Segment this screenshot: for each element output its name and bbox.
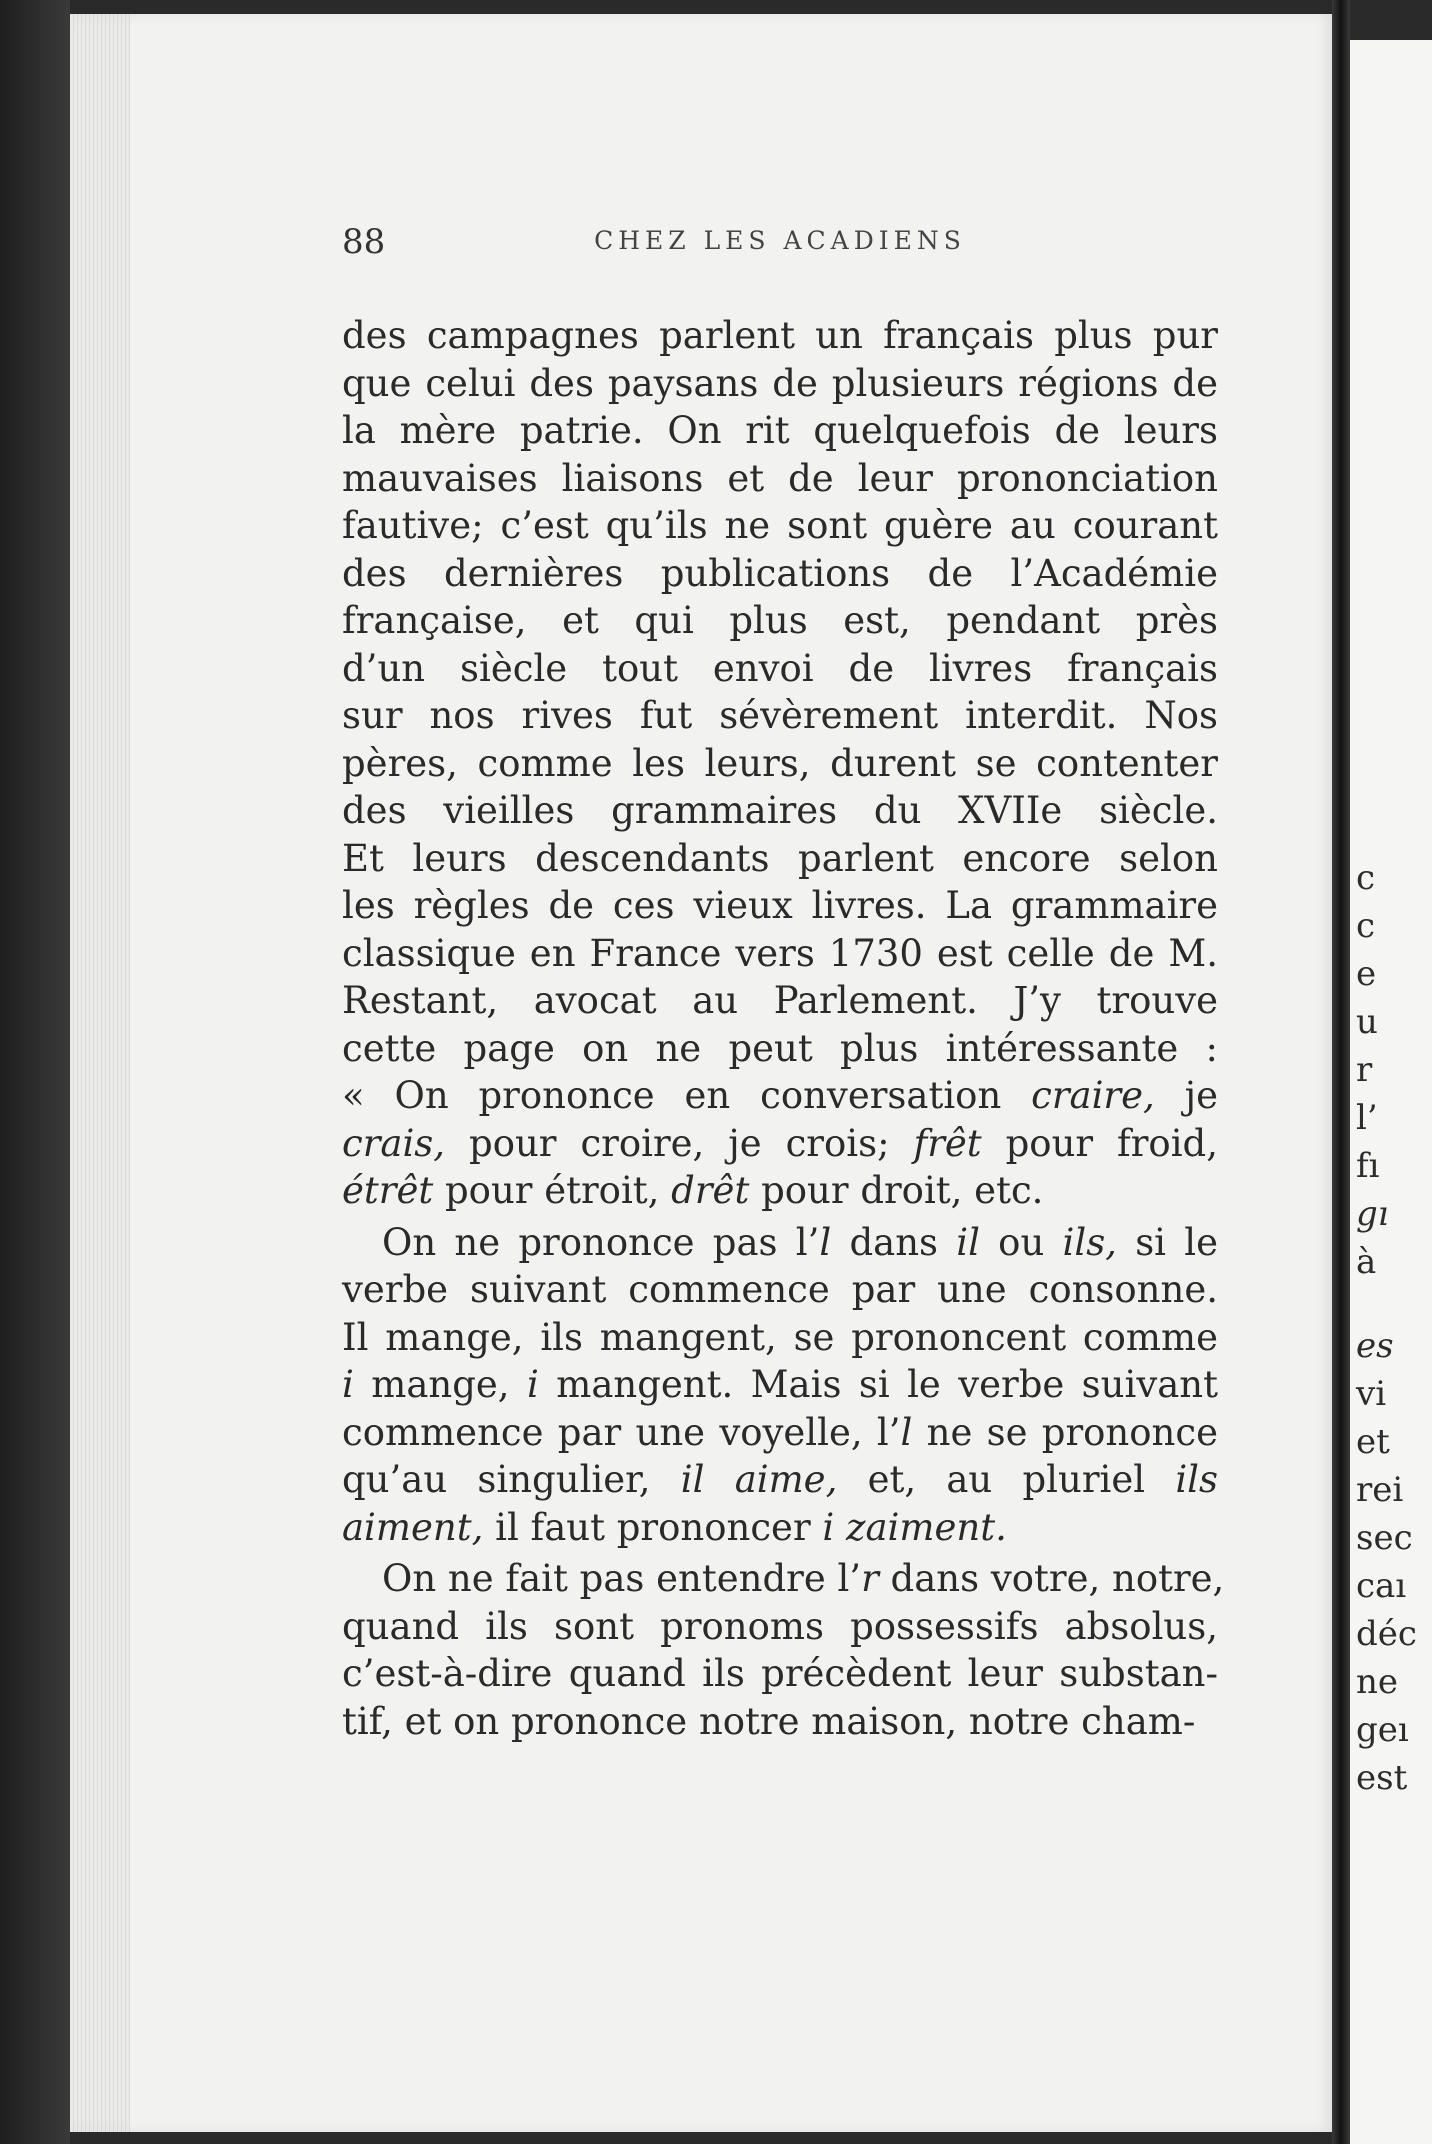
text-line [342, 1409, 1218, 1457]
text-line [342, 455, 1218, 503]
text-segment: pères, comme les leurs, durent se contenter [342, 741, 1218, 785]
right-page-fragment: u [1356, 1002, 1378, 1042]
text-line [342, 1314, 1218, 1362]
text-segment: je [1154, 1074, 1218, 1117]
text-segment: mauvaises liaisons et de leur prononciation [342, 456, 1218, 500]
right-page-fragment: l’ [1356, 1098, 1378, 1138]
text-line [342, 930, 1218, 978]
italic-text: ils [1175, 1458, 1218, 1501]
right-page-fragment: gı [1356, 1194, 1389, 1234]
italic-text: crais, [342, 1121, 446, 1165]
text-line [342, 882, 1218, 930]
page-number: 88 [342, 222, 386, 262]
running-head: CHEZ LES ACADIENS [594, 226, 966, 255]
book-gutter [1332, 0, 1350, 2144]
text-segment: qu’au singulier, [342, 1458, 681, 1501]
text-segment: pour froid, [981, 1121, 1218, 1165]
right-page-fragment: à [1356, 1242, 1377, 1282]
right-page-fragment: déc [1356, 1614, 1417, 1654]
text-segment: ne se prononce [912, 1410, 1218, 1454]
text-segment: verbe suivant commence par une consonne. [342, 1268, 1218, 1311]
text-line [342, 1650, 1218, 1698]
paragraph [342, 1219, 1218, 1552]
text-segment: sur nos rives fut sévèrement interdit. Nos [342, 694, 1218, 737]
text-segment: cette page on ne peut plus intéressante : [342, 1026, 1218, 1070]
text-segment: dans [831, 1220, 957, 1264]
right-page [1350, 40, 1432, 2144]
text-segment: quand ils sont pronoms possessifs absolus, [342, 1604, 1218, 1648]
text-line [342, 312, 1218, 360]
text-line [342, 835, 1218, 883]
right-page-fragment: ne [1356, 1662, 1399, 1702]
text-segment: Il mange, ils mangent, se prononcent comme [342, 1315, 1218, 1359]
text-segment: Et leurs descendants parlent encore selon [342, 836, 1218, 880]
text-segment: pour droit, etc. [749, 1169, 1044, 1212]
text-line [342, 1219, 1218, 1267]
right-page-fragment: fı [1356, 1146, 1380, 1186]
italic-text: l [819, 1220, 832, 1264]
text-segment: des vieilles grammaires du XVIIe siècle. [342, 789, 1218, 832]
text-line [342, 597, 1218, 645]
italic-text: craire, [1031, 1074, 1155, 1117]
body-text [342, 312, 1225, 1745]
page-header [342, 222, 1218, 262]
text-line [342, 1456, 1218, 1504]
italic-text: aiment, [342, 1505, 484, 1549]
text-segment: pour croire, je crois; [445, 1121, 914, 1165]
text-line [342, 360, 1218, 408]
text-segment: tif, et on prononce notre maison, notre cham- [342, 1699, 1196, 1743]
right-page-fragment: c [1356, 858, 1376, 898]
italic-text: r [861, 1557, 879, 1600]
italic-text: il [956, 1220, 980, 1264]
text-segment: si le [1116, 1220, 1218, 1264]
text-segment: mange, [353, 1363, 527, 1406]
text-segment: Restant, avocat au Parlement. J’y trouve [342, 979, 1218, 1022]
text-line [342, 407, 1218, 455]
text-segment: il faut prononcer [483, 1505, 823, 1549]
text-segment: mangent. Mais si le verbe suivant [538, 1363, 1218, 1406]
paragraph [342, 312, 1218, 1215]
italic-text: i zaiment. [822, 1505, 1007, 1549]
right-page-fragment: r [1356, 1050, 1373, 1090]
right-page-fragment: rei [1356, 1470, 1404, 1510]
text-segment: des dernières publications de l’Académie [342, 551, 1218, 595]
page-edges [70, 14, 130, 2132]
text-segment: d’un siècle tout envoi de livres français [342, 646, 1218, 690]
right-page-fragment: caı [1356, 1566, 1407, 1606]
right-page-fragment: geı [1356, 1710, 1409, 1750]
text-segment: la mère patrie. On rit quelquefois de leurs [342, 409, 1218, 452]
text-segment: française, et qui plus est, pendant près [342, 599, 1218, 642]
text-segment: dans votre, notre, [878, 1557, 1225, 1600]
text-line [342, 1698, 1218, 1746]
scan-left-margin [0, 0, 70, 2144]
italic-text: étrêt [342, 1169, 434, 1212]
text-segment: ou [979, 1220, 1063, 1264]
italic-text: frêt [913, 1121, 982, 1165]
text-line [342, 1555, 1225, 1603]
italic-text: i [342, 1363, 354, 1406]
italic-text: drêt [671, 1169, 750, 1212]
text-segment: On ne fait pas entendre l’ [382, 1557, 862, 1600]
text-segment: commence par une voyelle, l’ [342, 1410, 901, 1454]
text-line [342, 1361, 1218, 1409]
text-line [342, 502, 1218, 550]
text-segment: pour étroit, [433, 1169, 672, 1212]
text-line [342, 1025, 1218, 1073]
paragraph [342, 1555, 1225, 1745]
right-page-fragment: e [1356, 954, 1377, 994]
right-page-fragment: et [1356, 1422, 1390, 1462]
right-page-fragment: vi [1356, 1374, 1387, 1414]
text-segment: c’est-à-dire quand ils précèdent leur substan- [342, 1652, 1218, 1695]
text-line [342, 1266, 1218, 1314]
text-line [342, 740, 1218, 788]
text-segment: classique en France vers 1730 est celle de M. [342, 931, 1218, 975]
right-page-fragment: sec [1356, 1518, 1413, 1558]
text-line [342, 1603, 1218, 1651]
text-line [342, 645, 1218, 693]
italic-text: ils, [1062, 1220, 1117, 1264]
text-line [342, 1072, 1218, 1120]
text-segment: fautive; c’est qu’ils ne sont guère au courant [342, 504, 1218, 547]
text-segment: « On prononce en conversation [342, 1074, 1032, 1117]
text-line [342, 977, 1218, 1025]
text-line [342, 1167, 1218, 1215]
text-segment: On ne prononce pas l’ [382, 1220, 820, 1264]
text-segment: que celui des paysans de plusieurs régions de [342, 361, 1218, 405]
text-line [342, 1120, 1218, 1168]
right-page-fragment: c [1356, 906, 1376, 946]
italic-text: i [526, 1363, 539, 1406]
text-segment: et, au pluriel [837, 1458, 1176, 1501]
italic-text: il aime, [680, 1458, 838, 1501]
text-line [342, 550, 1218, 598]
text-segment: les règles de ces vieux livres. La grammaire [342, 884, 1218, 927]
text-line [342, 692, 1218, 740]
text-line [342, 1504, 1218, 1552]
text-segment: des campagnes parlent un français plus pur [342, 314, 1218, 357]
right-page-fragment: est [1356, 1758, 1408, 1798]
italic-text: l [900, 1410, 913, 1454]
text-line [342, 787, 1218, 835]
right-page-fragment: es [1356, 1326, 1394, 1366]
